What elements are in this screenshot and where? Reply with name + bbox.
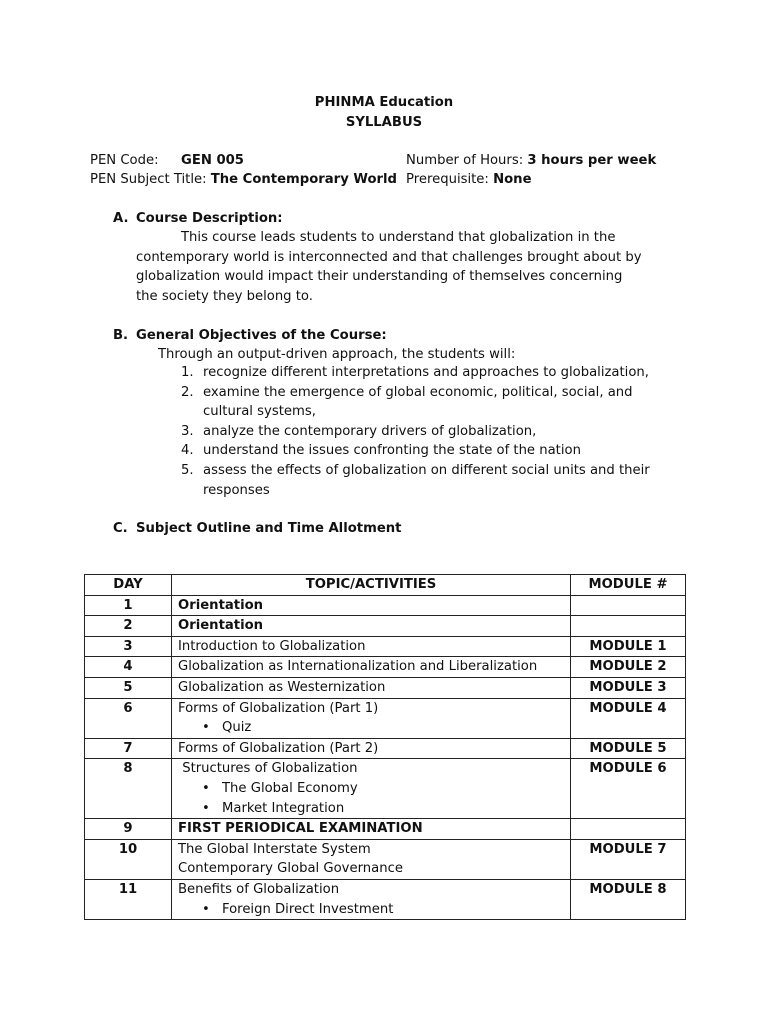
topic-cell: Orientation bbox=[172, 616, 571, 637]
header-topic: TOPIC/ACTIVITIES bbox=[172, 575, 571, 596]
module-cell bbox=[571, 616, 686, 637]
prerequisite-label: Prerequisite: bbox=[406, 172, 489, 187]
topic-cell bbox=[172, 698, 571, 738]
day-cell: 8 bbox=[85, 759, 172, 819]
topic-text: Forms of Globalization (Part 1) bbox=[178, 700, 379, 716]
module-cell: MODULE 5 bbox=[571, 738, 686, 759]
module-cell: MODULE 4 bbox=[571, 698, 686, 738]
prerequisite-value: None bbox=[493, 172, 532, 187]
table-row bbox=[85, 657, 686, 678]
topic-cell: Globalization as Internationalization and Liberalization bbox=[172, 657, 571, 678]
subject-title-value: The Contemporary World bbox=[210, 172, 397, 187]
section-a-letter: A. bbox=[113, 211, 129, 226]
module-cell bbox=[571, 819, 686, 840]
topic-bullet: • Market Integration bbox=[178, 799, 564, 819]
topic-cell bbox=[172, 839, 571, 879]
section-c-letter: C. bbox=[113, 521, 128, 536]
section-b-letter: B. bbox=[113, 328, 129, 343]
org-name: PHINMA Education bbox=[314, 95, 454, 110]
prerequisite-field bbox=[406, 170, 532, 189]
module-cell: MODULE 7 bbox=[571, 839, 686, 879]
day-cell: 4 bbox=[85, 657, 172, 678]
section-c-title: Subject Outline and Time Allotment bbox=[136, 521, 402, 536]
table-row bbox=[85, 595, 686, 616]
topic-cell bbox=[172, 759, 571, 819]
day-cell: 3 bbox=[85, 636, 172, 657]
table-row bbox=[85, 839, 686, 879]
document-type: SYLLABUS bbox=[345, 115, 423, 130]
topic-bullet: • Foreign Direct Investment bbox=[178, 900, 564, 920]
day-cell: 11 bbox=[85, 879, 172, 919]
topic-text: Structures of Globalization bbox=[178, 761, 358, 777]
day-cell: 10 bbox=[85, 839, 172, 879]
topic-cell: Introduction to Globalization bbox=[172, 636, 571, 657]
table-row bbox=[85, 759, 686, 819]
module-cell: MODULE 8 bbox=[571, 879, 686, 919]
topic-bullet: • Quiz bbox=[178, 718, 564, 738]
module-cell: MODULE 1 bbox=[571, 636, 686, 657]
topic-text: Contemporary Global Governance bbox=[178, 861, 403, 877]
module-cell: MODULE 2 bbox=[571, 657, 686, 678]
table-row bbox=[85, 616, 686, 637]
topic-cell: Forms of Globalization (Part 2) bbox=[172, 738, 571, 759]
day-cell: 6 bbox=[85, 698, 172, 738]
topic-text: The Global Interstate System bbox=[178, 841, 371, 857]
header-day: DAY bbox=[85, 575, 172, 596]
table-row bbox=[85, 879, 686, 919]
topic-cell: Globalization as Westernization bbox=[172, 677, 571, 698]
objective-item: 3. analyze the contemporary drivers of globalization, bbox=[181, 423, 537, 439]
course-description bbox=[136, 228, 646, 306]
day-cell: 2 bbox=[85, 616, 172, 637]
day-cell: 7 bbox=[85, 738, 172, 759]
topic-cell: Orientation bbox=[172, 595, 571, 616]
subject-title-field bbox=[90, 170, 397, 189]
section-b-title: General Objectives of the Course: bbox=[136, 328, 387, 343]
day-cell: 1 bbox=[85, 595, 172, 616]
subject-title-label: PEN Subject Title: bbox=[90, 172, 207, 187]
module-cell bbox=[571, 595, 686, 616]
table-row bbox=[85, 677, 686, 698]
table-row bbox=[85, 819, 686, 840]
pen-code-value: GEN 005 bbox=[181, 153, 244, 168]
table-header-row bbox=[85, 575, 686, 596]
header-module: MODULE # bbox=[571, 575, 686, 596]
day-cell: 5 bbox=[85, 677, 172, 698]
module-cell: MODULE 3 bbox=[571, 677, 686, 698]
day-cell: 9 bbox=[85, 819, 172, 840]
objective-item: 2. examine the emergence of global economic, political, social, and cultural systems, bbox=[181, 384, 633, 420]
topic-cell: FIRST PERIODICAL EXAMINATION bbox=[172, 819, 571, 840]
objectives-list bbox=[181, 363, 671, 500]
hours-label: Number of Hours: bbox=[406, 153, 524, 168]
course-description-text: This course leads students to understand that globalization in the contemporary world is interconnected and that challenges brought about by globalization would impact their understanding of themselves concerning the society they belong to. bbox=[136, 230, 642, 304]
section-a-title: Course Description: bbox=[136, 211, 283, 226]
objective-item: 1. recognize different interpretations and approaches to globalization, bbox=[181, 365, 649, 380]
table-row bbox=[85, 698, 686, 738]
hours-field bbox=[406, 151, 656, 170]
pen-code-label: PEN Code: bbox=[90, 153, 159, 168]
table-row bbox=[85, 636, 686, 657]
hours-value: 3 hours per week bbox=[527, 153, 657, 168]
objective-item: 5. assess the effects of globalization on different social units and their responses bbox=[181, 462, 650, 498]
topic-cell bbox=[172, 879, 571, 919]
module-cell: MODULE 6 bbox=[571, 759, 686, 819]
table-row bbox=[85, 738, 686, 759]
subject-outline-table bbox=[84, 574, 686, 920]
topic-text: Benefits of Globalization bbox=[178, 881, 340, 897]
objective-item: 4. understand the issues confronting the state of the nation bbox=[181, 443, 581, 459]
topic-bullet: • The Global Economy bbox=[178, 779, 564, 799]
objectives-intro: Through an output-driven approach, the students will: bbox=[158, 347, 516, 362]
